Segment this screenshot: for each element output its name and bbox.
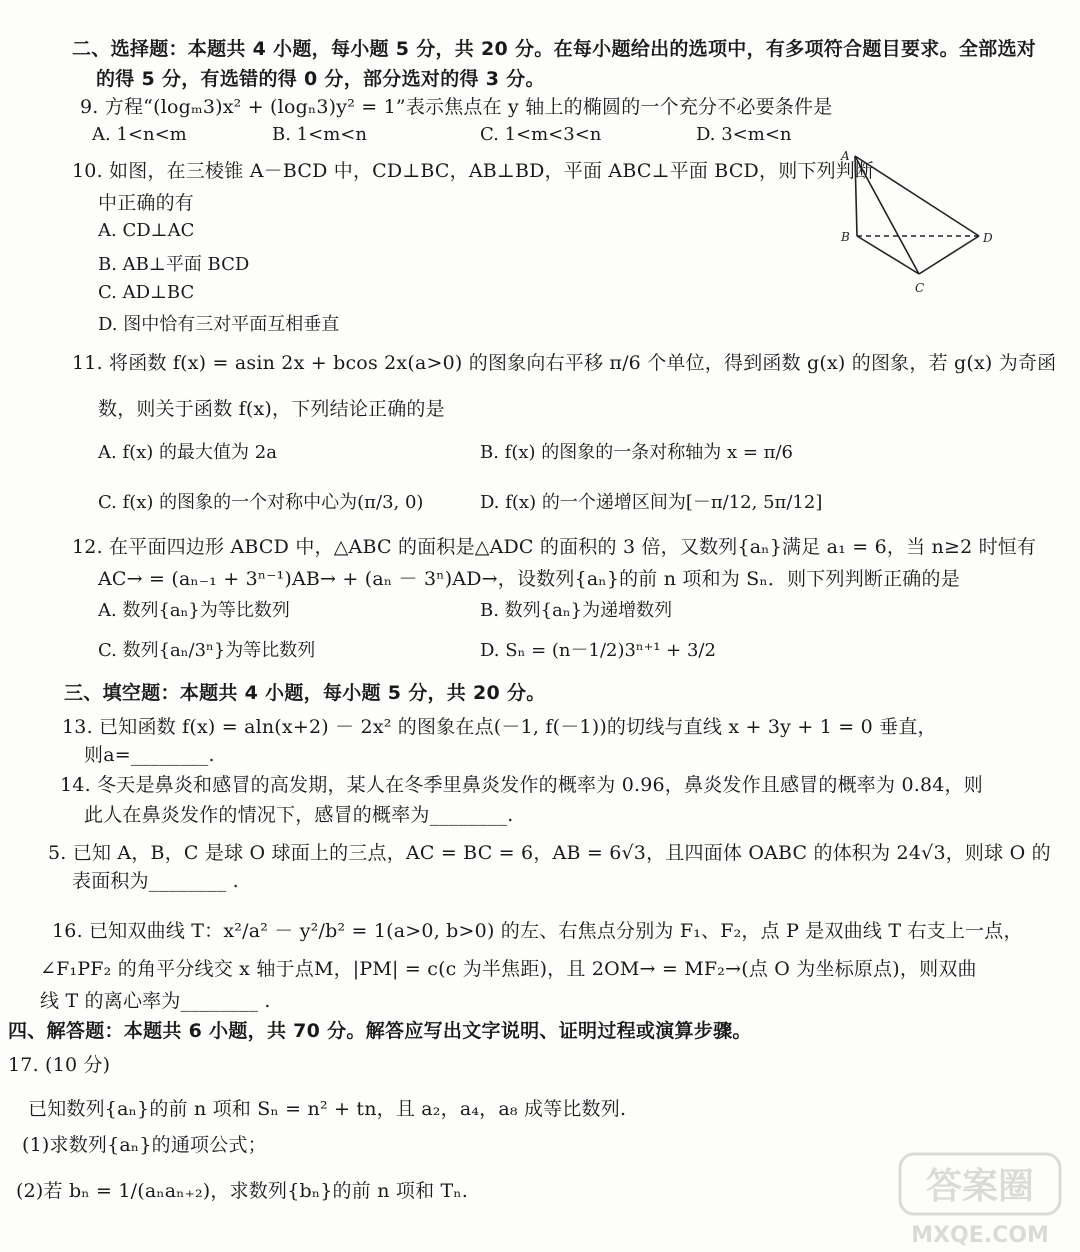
- q13-line1: 13. 已知函数 f(x) = aln(x+2) － 2x² 的图象在点(－1, f(－1))的切线与直线 x + 3y + 1 = 0 垂直，: [62, 716, 937, 738]
- q12-option-d: D. Sₙ = (n－1/2)3ⁿ⁺¹ + 3/2: [480, 640, 716, 661]
- q17-line1: 已知数列{aₙ}的前 n 项和 Sₙ = n² + tn，且 a₂，a₄，a₈ 成等比数列.: [28, 1098, 627, 1120]
- q12-option-a: A. 数列{aₙ}为等比数列: [98, 600, 290, 621]
- q17-number: 17. (10 分): [8, 1054, 111, 1076]
- q11-option-b: B. f(x) 的图象的一条对称轴为 x = π/6: [480, 442, 793, 463]
- watermark-text-url: MXQE.COM: [911, 1223, 1049, 1248]
- edge-ab: [855, 156, 857, 236]
- q11-option-d: D. f(x) 的一个递增区间为[－π/12, 5π/12]: [480, 492, 823, 513]
- q11-stem-line2: 数，则关于函数 f(x)，下列结论正确的是: [98, 398, 445, 420]
- tetrahedron-diagram: [835, 140, 1005, 300]
- q16-line1: 16. 已知双曲线 T：x²/a² － y²/b² = 1(a>0, b>0) 的左、右焦点分别为 F₁、F₂，点 P 是双曲线 T 右支上一点，: [52, 920, 1023, 942]
- q9-option-d: D. 3<m<n: [696, 124, 792, 145]
- q14-line2: 此人在鼻炎发作的情况下，感冒的概率为________.: [84, 804, 514, 826]
- q12-stem-line1: 12. 在平面四边形 ABCD 中，△ABC 的面积是△ADC 的面积的 3 倍，又数列{aₙ}满足 a₁ = 6，当 n≥2 时恒有: [72, 536, 1037, 558]
- q13-line2: 则a=________.: [84, 744, 215, 766]
- q12-option-b: B. 数列{aₙ}为递增数列: [480, 600, 673, 621]
- q10-stem-line2: 中正确的有: [98, 192, 195, 214]
- section2-heading-line2: 的得 5 分，有选错的得 0 分，部分选对的得 3 分。: [96, 68, 545, 90]
- q9-option-a: A. 1<n<m: [92, 124, 187, 145]
- edge-ad: [855, 156, 979, 236]
- q9-stem: 9. 方程“(logₘ3)x² + (logₙ3)y² = 1”表示焦点在 y 轴上的椭圆的一个充分不必要条件是: [80, 96, 833, 118]
- q12-stem-line2: AC→ = (aₙ₋₁ + 3ⁿ⁻¹)AB→ + (aₙ － 3ⁿ)AD→，设数列{aₙ}的前 n 项和为 Sₙ．则下列判断正确的是: [98, 568, 960, 590]
- q10-option-d: D. 图中恰有三对平面互相垂直: [98, 314, 340, 335]
- q11-option-a: A. f(x) 的最大值为 2a: [98, 442, 277, 463]
- vertex-label-d: D: [983, 231, 993, 245]
- q16-line2: ∠F₁PF₂ 的角平分线交 x 轴于点M，|PM| = c(c 为半焦距)，且 2OM→ = MF₂→(点 O 为坐标原点)，则双曲: [40, 958, 977, 980]
- q12-option-c: C. 数列{aₙ/3ⁿ}为等比数列: [98, 640, 316, 661]
- q10-option-a: A. CD⊥AC: [98, 220, 195, 241]
- watermark-logo: [880, 1140, 1080, 1252]
- edge-bc: [857, 236, 919, 274]
- edge-ac: [855, 156, 919, 274]
- q10-option-c: C. AD⊥BC: [98, 282, 195, 303]
- section4-heading: 四、解答题：本题共 6 小题，共 70 分。解答应写出文字说明、证明过程或演算步骤。: [8, 1020, 752, 1042]
- watermark-text-main: 答案圈: [925, 1166, 1035, 1207]
- q11-option-c: C. f(x) 的图象的一个对称中心为(π/3, 0): [98, 492, 424, 513]
- q14-line1: 14. 冬天是鼻炎和感冒的高发期，某人在冬季里鼻炎发作的概率为 0.96，鼻炎发作且感冒的概率为 0.84，则: [60, 774, 983, 796]
- vertex-label-a: A: [841, 149, 850, 163]
- q9-option-c: C. 1<m<3<n: [480, 124, 602, 145]
- q10-option-b: B. AB⊥平面 BCD: [98, 254, 250, 275]
- vertex-label-c: C: [915, 281, 925, 295]
- q9-option-b: B. 1<m<n: [272, 124, 367, 145]
- q17-part1: (1)求数列{aₙ}的通项公式；: [22, 1134, 267, 1156]
- edge-cd: [919, 236, 979, 274]
- q17-part2: (2)若 bₙ = 1/(aₙaₙ₊₂)，求数列{bₙ}的前 n 项和 Tₙ.: [16, 1180, 469, 1202]
- section3-heading: 三、填空题：本题共 4 小题，每小题 5 分，共 20 分。: [64, 682, 546, 704]
- section2-heading-line1: 二、选择题：本题共 4 小题，每小题 5 分，共 20 分。在每小题给出的选项中，有多项符合题目要求。全部选对: [72, 38, 1037, 60]
- q11-stem-line1: 11. 将函数 f(x) = asin 2x + bcos 2x(a>0) 的图象向右平移 π/6 个单位，得到函数 g(x) 的图象，若 g(x) 为奇函: [72, 352, 1057, 374]
- q10-stem-line1: 10. 如图，在三棱锥 A－BCD 中，CD⊥BC，AB⊥BD，平面 ABC⊥平面 BCD，则下列判断: [72, 160, 875, 182]
- q15-line1: 5. 已知 A，B，C 是球 O 球面上的三点，AC = BC = 6，AB = 6√3，且四面体 OABC 的体积为 24√3，则球 O 的: [48, 842, 1051, 864]
- q16-line3: 线 T 的离心率为________ .: [40, 990, 271, 1012]
- vertex-label-b: B: [841, 230, 850, 244]
- q15-line2: 表面积为________ .: [72, 870, 239, 892]
